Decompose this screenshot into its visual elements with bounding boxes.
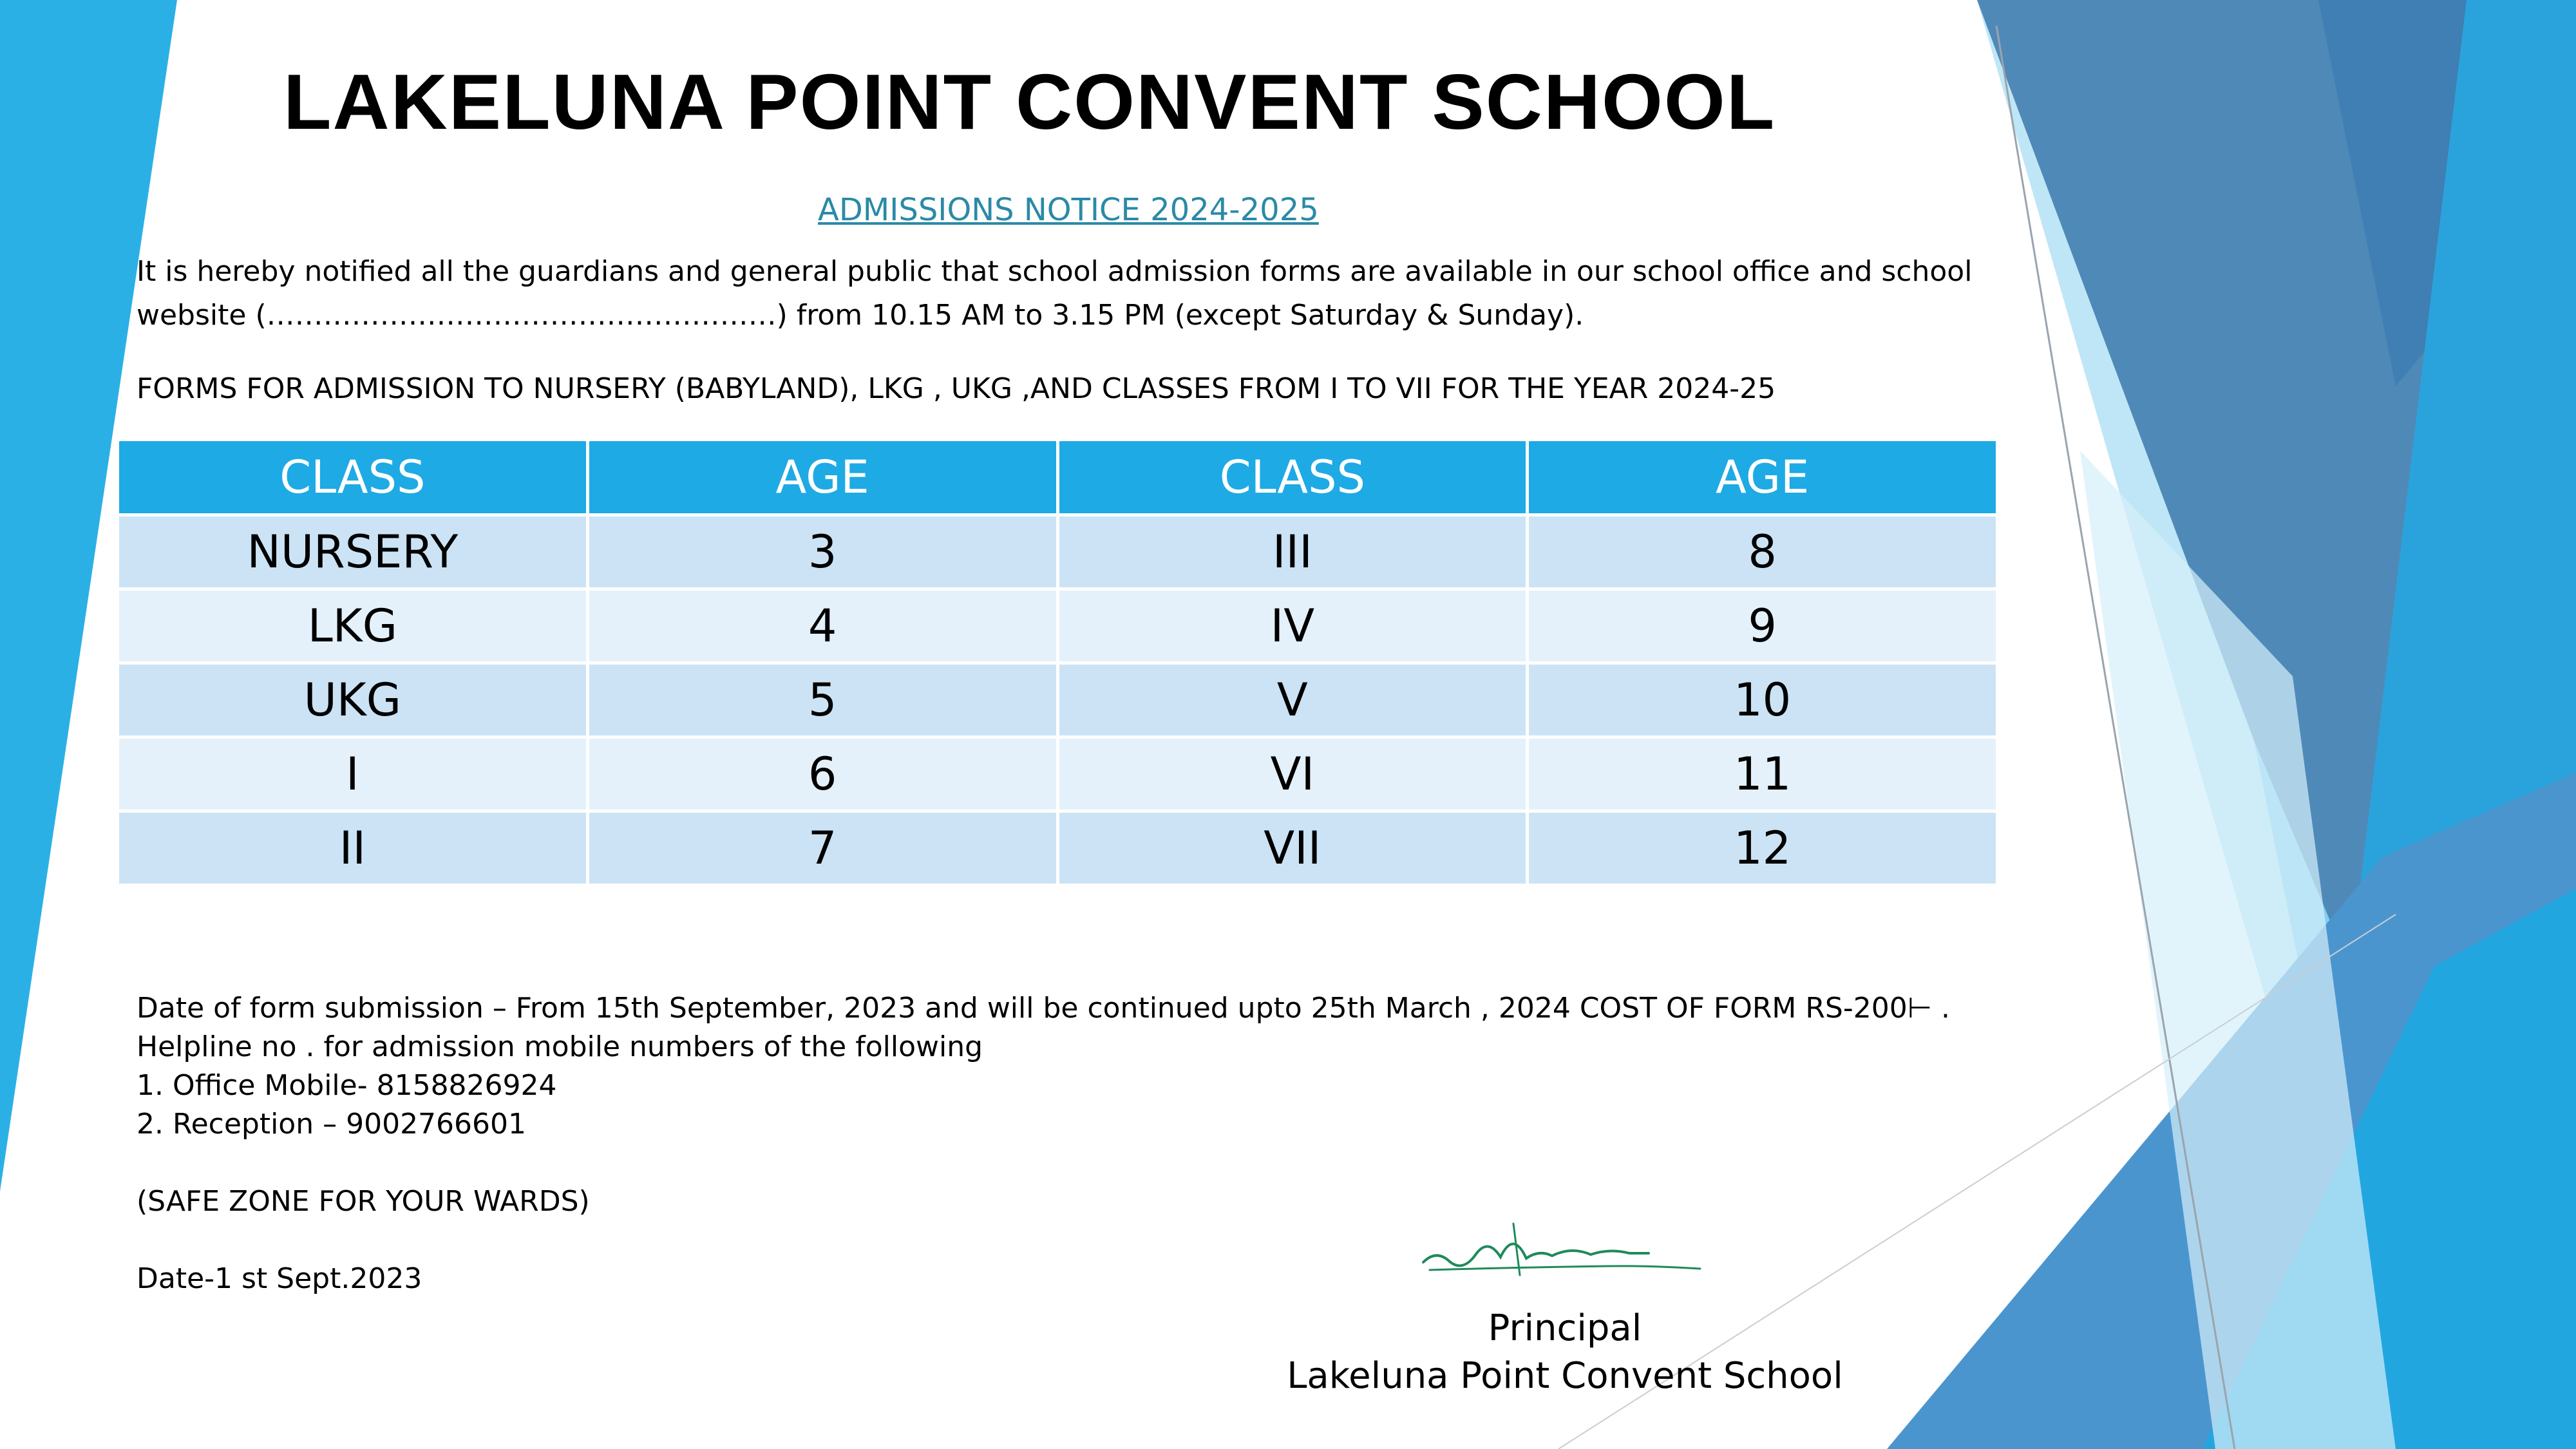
admissions-notice-heading: ADMISSIONS NOTICE 2024-2025 (818, 192, 1319, 228)
safe-zone-line: (SAFE ZONE FOR YOUR WARDS) (137, 1185, 590, 1218)
age-cell: 9 (1528, 589, 1998, 663)
class-cell: IV (1057, 589, 1528, 663)
class-cell: V (1057, 663, 1528, 737)
class-cell: I (118, 737, 588, 811)
signature-block (1275, 1305, 1855, 1400)
age-cell: 5 (587, 663, 1057, 737)
age-cell: 12 (1528, 811, 1998, 886)
submission-date-line: Date of form submission – From 15th September, 2023 and will be continued upto 25th March , 2024 COST OF FORM RS-200⊢ . (137, 992, 1951, 1025)
age-cell: 4 (587, 589, 1057, 663)
table-row (118, 811, 1998, 886)
school-title: LAKELUNA POINT CONVENT SCHOOL (283, 58, 1776, 146)
header-class-1: CLASS (118, 440, 588, 515)
helpline-line: Helpline no . for admission mobile numbers of the following (137, 1030, 983, 1063)
spacer (137, 1221, 2004, 1260)
table-row (118, 515, 1998, 589)
principal-signature (1417, 1211, 1713, 1282)
table-row (118, 589, 1998, 663)
age-cell: 6 (587, 737, 1057, 811)
table-header-row (118, 440, 1998, 515)
table-row (118, 737, 1998, 811)
header-age-1: AGE (587, 440, 1057, 515)
class-cell: NURSERY (118, 515, 588, 589)
class-cell: LKG (118, 589, 588, 663)
class-cell: VII (1057, 811, 1528, 886)
class-cell: UKG (118, 663, 588, 737)
admission-info-block (137, 989, 2004, 1298)
principal-title: Principal (1488, 1307, 1642, 1349)
class-cell: III (1057, 515, 1528, 589)
class-cell: VI (1057, 737, 1528, 811)
header-class-2: CLASS (1057, 440, 1528, 515)
age-cell: 10 (1528, 663, 1998, 737)
age-cell: 3 (587, 515, 1057, 589)
age-cell: 7 (587, 811, 1057, 886)
spacer (137, 1144, 2004, 1182)
class-age-table (116, 438, 1999, 887)
class-cell: II (118, 811, 588, 886)
header-age-2: AGE (1528, 440, 1998, 515)
school-name-signature: Lakeluna Point Convent School (1287, 1355, 1843, 1397)
notice-date-line: Date-1 st Sept.2023 (137, 1262, 422, 1295)
intro-paragraph: It is hereby notified all the guardians and general public that school admission forms are available in our school office and school website (………………………………………………) from 10.15 AM to 3.15 PM (except Saturday & Sunday). (137, 255, 1973, 332)
reception-line: 2. Reception – 9002766601 (137, 1108, 527, 1141)
table-row (118, 663, 1998, 737)
office-mobile-line: 1. Office Mobile- 8158826924 (137, 1069, 557, 1102)
age-cell: 8 (1528, 515, 1998, 589)
age-cell: 11 (1528, 737, 1998, 811)
forms-admission-line: FORMS FOR ADMISSION TO NURSERY (BABYLAND), LKG , UKG ,AND CLASSES FROM I TO VII FOR THE YEAR 2024-25 (137, 372, 1776, 405)
